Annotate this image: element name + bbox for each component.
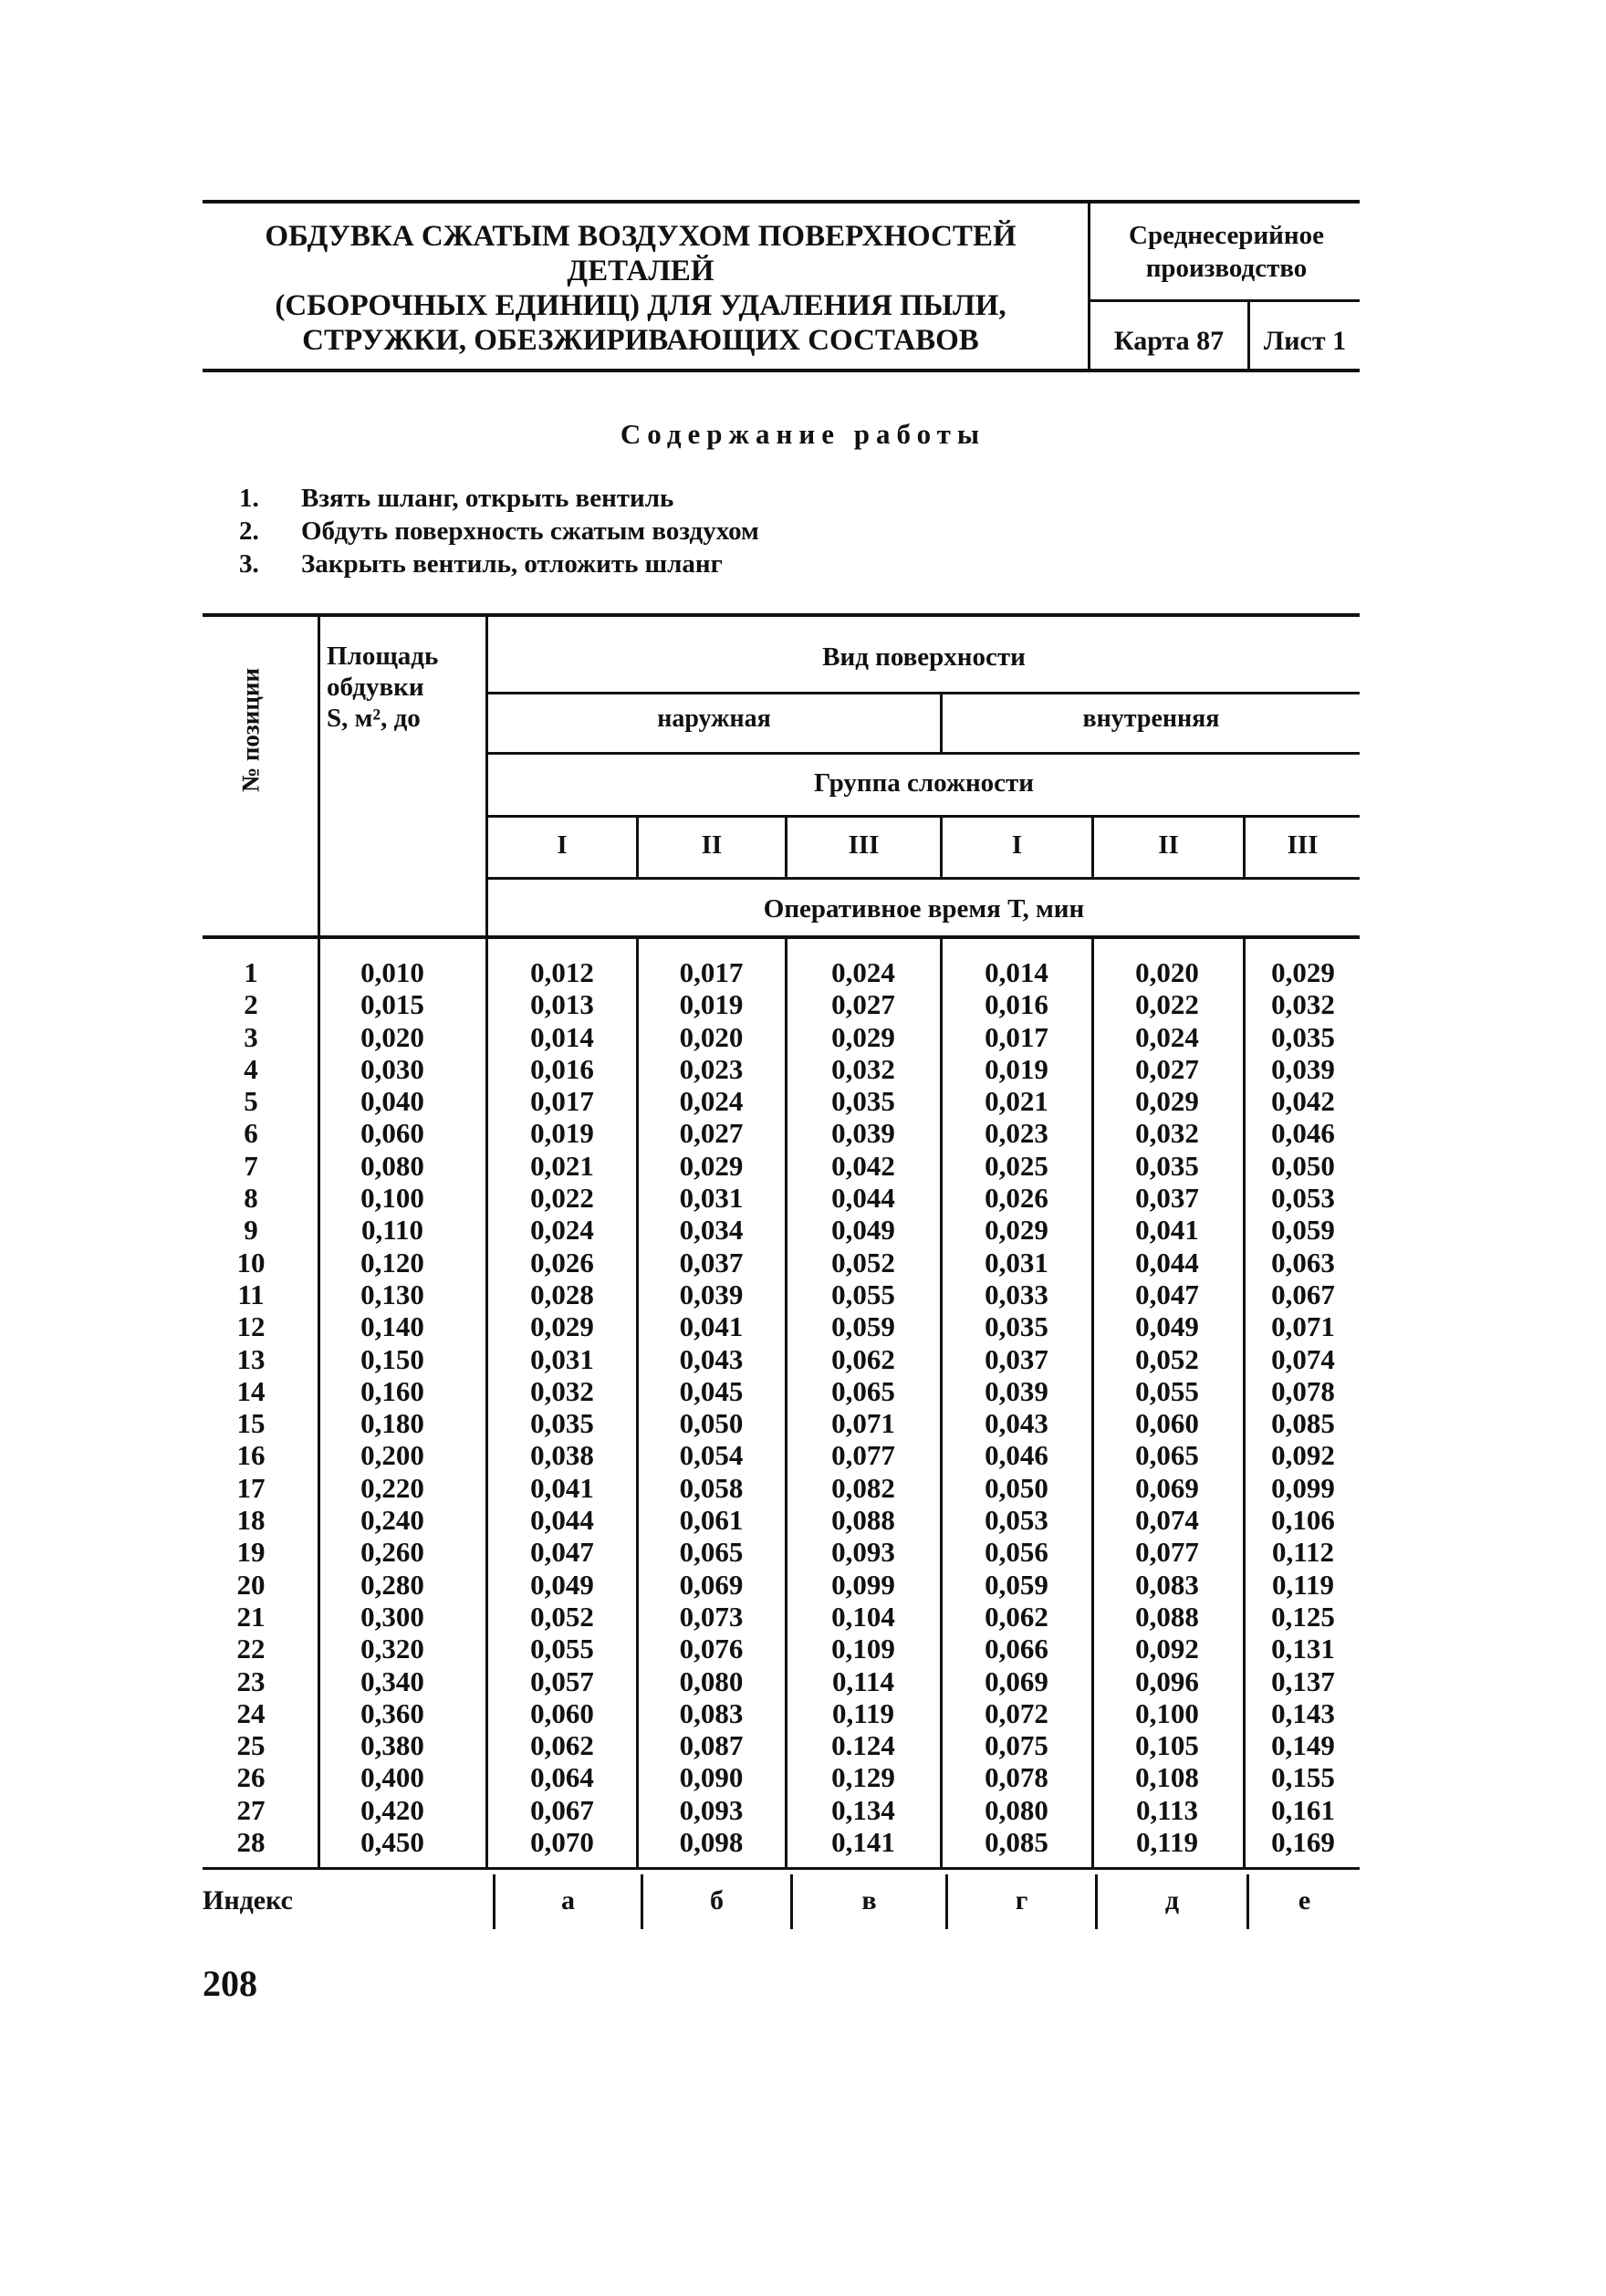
area-cell: 0,220 bbox=[360, 1471, 424, 1504]
time-cell: 0,085 bbox=[1271, 1407, 1335, 1440]
time-cell: 0,017 bbox=[530, 1085, 594, 1118]
position-cell: 7 bbox=[244, 1149, 258, 1182]
position-cell: 14 bbox=[236, 1374, 266, 1407]
time-cell: 0,041 bbox=[679, 1310, 744, 1343]
step-text: Обдуть поверхность сжатым воздухом bbox=[301, 517, 759, 546]
time-cell: 0,050 bbox=[985, 1471, 1048, 1504]
time-cell: 0,017 bbox=[985, 1020, 1048, 1053]
time-cell: 0,019 bbox=[530, 1117, 594, 1150]
time-cell: 0,044 bbox=[1135, 1246, 1199, 1278]
time-cell: 0,041 bbox=[530, 1471, 594, 1504]
area-cell: 0,080 bbox=[360, 1149, 424, 1182]
time-cell: 0,031 bbox=[530, 1342, 594, 1375]
area-cell: 0,180 bbox=[360, 1407, 424, 1440]
position-cell: 24 bbox=[236, 1696, 266, 1729]
time-cell: 0,058 bbox=[679, 1471, 744, 1504]
time-column-d bbox=[945, 956, 1088, 1858]
time-cell: 0,045 bbox=[679, 1374, 744, 1407]
time-cell: 0,071 bbox=[831, 1407, 895, 1440]
time-cell: 0,077 bbox=[831, 1439, 895, 1472]
time-cell: 0,141 bbox=[831, 1826, 895, 1859]
time-cell: 0,047 bbox=[530, 1536, 594, 1569]
area-cell: 0,360 bbox=[360, 1696, 424, 1729]
time-cell: 0,078 bbox=[985, 1761, 1048, 1794]
time-cell: 0,112 bbox=[1271, 1536, 1335, 1569]
time-cell: 0,035 bbox=[530, 1407, 594, 1440]
time-cell: 0,026 bbox=[530, 1246, 594, 1278]
time-cell: 0,049 bbox=[530, 1568, 594, 1601]
time-cell: 0,014 bbox=[530, 1020, 594, 1053]
time-cell: 0,053 bbox=[1271, 1182, 1335, 1215]
position-cell: 22 bbox=[236, 1633, 266, 1665]
time-cell: 0,065 bbox=[679, 1536, 744, 1569]
time-cell: 0,035 bbox=[831, 1085, 895, 1118]
time-cell: 0,076 bbox=[679, 1633, 744, 1665]
time-cell: 0,119 bbox=[831, 1696, 895, 1729]
step-text: Закрыть вентиль, отложить шланг bbox=[301, 549, 723, 579]
area-cell: 0,380 bbox=[360, 1729, 424, 1762]
time-cell: 0,069 bbox=[679, 1568, 744, 1601]
surface-rule bbox=[485, 692, 1360, 694]
time-cell: 0,100 bbox=[1135, 1696, 1199, 1729]
time-cell: 0,039 bbox=[679, 1278, 744, 1310]
time-cell: 0,032 bbox=[530, 1374, 594, 1407]
area-cell: 0,020 bbox=[360, 1020, 424, 1053]
card-number: Карта 87 bbox=[1113, 326, 1225, 356]
position-cell: 18 bbox=[236, 1504, 266, 1537]
time-cell: 0,055 bbox=[831, 1278, 895, 1310]
position-cell: 17 bbox=[236, 1471, 266, 1504]
group-inner-3: III bbox=[1287, 830, 1319, 860]
area-cell: 0,120 bbox=[360, 1246, 424, 1278]
time-cell: 0,037 bbox=[985, 1342, 1048, 1375]
time-cell: 0,099 bbox=[831, 1568, 895, 1601]
area-cell: 0,140 bbox=[360, 1310, 424, 1343]
step-number: 3. bbox=[239, 549, 259, 579]
time-cell: 0,022 bbox=[530, 1182, 594, 1215]
area-cell: 0,010 bbox=[360, 956, 424, 988]
time-cell: 0,052 bbox=[1135, 1342, 1199, 1375]
time-cell: 0,063 bbox=[1271, 1246, 1335, 1278]
time-cell: 0,169 bbox=[1271, 1826, 1335, 1859]
group-outer-2: II bbox=[701, 830, 723, 860]
title-line: ОБДУВКА СЖАТЫМ ВОЗДУХОМ ПОВЕРХНОСТЕЙ ДЕТАЛЕЙ bbox=[265, 220, 1017, 287]
area-cell: 0,040 bbox=[360, 1085, 424, 1118]
time-cell: 0,024 bbox=[831, 956, 895, 988]
col-rule-pos bbox=[318, 615, 320, 1869]
time-cell: 0,119 bbox=[1271, 1568, 1335, 1601]
step-number: 1. bbox=[239, 484, 259, 513]
card-top-rule bbox=[1089, 299, 1360, 302]
col-rule-1b bbox=[636, 937, 639, 1869]
title-line: СТРУЖКИ, ОБЕЗЖИРИВАЮЩИХ СОСТАВОВ bbox=[302, 324, 979, 357]
time-cell: 0,049 bbox=[1135, 1310, 1199, 1343]
time-cell: 0,052 bbox=[831, 1246, 895, 1278]
time-cell: 0,023 bbox=[679, 1052, 744, 1085]
position-cell: 4 bbox=[244, 1052, 258, 1085]
time-cell: 0,061 bbox=[679, 1504, 744, 1537]
time-cell: 0,024 bbox=[530, 1214, 594, 1247]
time-cell: 0,067 bbox=[1271, 1278, 1335, 1310]
time-cell: 0,057 bbox=[530, 1665, 594, 1697]
time-cell: 0,039 bbox=[1271, 1052, 1335, 1085]
index-c: в bbox=[861, 1885, 877, 1915]
time-cell: 0,039 bbox=[985, 1374, 1048, 1407]
work-step bbox=[239, 515, 759, 548]
work-step bbox=[239, 482, 759, 515]
area-cell: 0,200 bbox=[360, 1439, 424, 1472]
inner-surface-header: внутренняя bbox=[1082, 704, 1220, 733]
group-outer-1: I bbox=[557, 830, 568, 860]
time-cell: 0,119 bbox=[1135, 1826, 1199, 1859]
operative-time-header: Оперативное время Т, мин bbox=[763, 894, 1085, 924]
time-cell: 0,073 bbox=[679, 1600, 744, 1633]
work-step bbox=[239, 548, 759, 580]
area-cell: 0,260 bbox=[360, 1536, 424, 1569]
time-column-b bbox=[641, 956, 782, 1858]
position-header bbox=[228, 639, 274, 821]
time-cell: 0,055 bbox=[1135, 1374, 1199, 1407]
time-cell: 0,083 bbox=[1135, 1568, 1199, 1601]
position-cell: 8 bbox=[244, 1182, 258, 1215]
time-cell: 0,046 bbox=[985, 1439, 1048, 1472]
time-cell: 0,027 bbox=[679, 1117, 744, 1150]
time-cell: 0,062 bbox=[831, 1342, 895, 1375]
surface-header: Вид поверхности bbox=[822, 642, 1026, 672]
time-cell: 0,149 bbox=[1271, 1729, 1335, 1762]
time-cell: 0,019 bbox=[679, 988, 744, 1021]
time-cell: 0,134 bbox=[831, 1793, 895, 1826]
time-cell: 0,056 bbox=[985, 1536, 1048, 1569]
col-rule-area bbox=[485, 615, 488, 1869]
position-cell: 20 bbox=[236, 1568, 266, 1601]
time-cell: 0,033 bbox=[985, 1278, 1048, 1310]
time-cell: 0,013 bbox=[530, 988, 594, 1021]
time-cell: 0,125 bbox=[1271, 1600, 1335, 1633]
position-cell: 26 bbox=[236, 1761, 266, 1794]
time-column-a bbox=[493, 956, 631, 1858]
time-cell: 0,075 bbox=[985, 1729, 1048, 1762]
time-cell: 0,034 bbox=[679, 1214, 744, 1247]
time-cell: 0,098 bbox=[679, 1826, 744, 1859]
time-cell: 0,031 bbox=[985, 1246, 1048, 1278]
time-cell: 0,161 bbox=[1271, 1793, 1335, 1826]
work-steps-list bbox=[239, 482, 759, 580]
time-cell: 0,029 bbox=[1135, 1085, 1199, 1118]
time-cell: 0,093 bbox=[831, 1536, 895, 1569]
document-title bbox=[203, 219, 1079, 358]
time-cell: 0,088 bbox=[831, 1504, 895, 1537]
time-cell: 0,035 bbox=[1135, 1149, 1199, 1182]
positions-column bbox=[219, 956, 283, 1858]
time-cell: 0,096 bbox=[1135, 1665, 1199, 1697]
time-cell: 0,062 bbox=[985, 1600, 1048, 1633]
time-cell: 0,032 bbox=[1135, 1117, 1199, 1150]
time-cell: 0,032 bbox=[1271, 988, 1335, 1021]
time-cell: 0,155 bbox=[1271, 1761, 1335, 1794]
time-column-e bbox=[1095, 956, 1239, 1858]
time-cell: 0,074 bbox=[1135, 1504, 1199, 1537]
area-cell: 0,160 bbox=[360, 1374, 424, 1407]
time-cell: 0,024 bbox=[1135, 1020, 1199, 1053]
position-cell: 15 bbox=[236, 1407, 266, 1440]
time-cell: 0,054 bbox=[679, 1439, 744, 1472]
time-cell: 0,092 bbox=[1135, 1633, 1199, 1665]
position-cell: 3 bbox=[244, 1020, 258, 1053]
top-rule bbox=[203, 200, 1360, 204]
time-cell: 0,067 bbox=[530, 1793, 594, 1826]
time-cell: 0,014 bbox=[985, 956, 1048, 988]
position-cell: 9 bbox=[244, 1214, 258, 1247]
time-cell: 0,066 bbox=[985, 1633, 1048, 1665]
time-cell: 0,083 bbox=[679, 1696, 744, 1729]
index-label: Индекс bbox=[203, 1885, 293, 1915]
position-cell: 2 bbox=[244, 988, 258, 1021]
time-cell: 0,088 bbox=[1135, 1600, 1199, 1633]
time-cell: 0,046 bbox=[1271, 1117, 1335, 1150]
time-cell: 0,041 bbox=[1135, 1214, 1199, 1247]
time-cell: 0,037 bbox=[1135, 1182, 1199, 1215]
area-header-line: обдувки bbox=[327, 673, 424, 702]
time-cell: 0,104 bbox=[831, 1600, 895, 1633]
time-cell: 0,016 bbox=[530, 1052, 594, 1085]
time-cell: 0,099 bbox=[1271, 1471, 1335, 1504]
index-e: д bbox=[1164, 1885, 1180, 1915]
time-cell: 0,031 bbox=[679, 1182, 744, 1215]
time-cell: 0,020 bbox=[679, 1020, 744, 1053]
time-cell: 0,093 bbox=[679, 1793, 744, 1826]
index-d: г bbox=[1015, 1885, 1028, 1915]
time-cell: 0.124 bbox=[831, 1729, 895, 1762]
time-cell: 0,044 bbox=[530, 1504, 594, 1537]
page-number: 208 bbox=[203, 1963, 257, 2004]
time-cell: 0,077 bbox=[1135, 1536, 1199, 1569]
time-cell: 0,074 bbox=[1271, 1342, 1335, 1375]
time-cell: 0,129 bbox=[831, 1761, 895, 1794]
time-cell: 0,082 bbox=[831, 1471, 895, 1504]
time-cell: 0,021 bbox=[530, 1149, 594, 1182]
position-cell: 1 bbox=[244, 956, 258, 988]
time-cell: 0,065 bbox=[1135, 1439, 1199, 1472]
time-cell: 0,052 bbox=[530, 1600, 594, 1633]
time-cell: 0,114 bbox=[831, 1665, 895, 1697]
time-cell: 0,043 bbox=[985, 1407, 1048, 1440]
col-rule-4b bbox=[1091, 937, 1094, 1869]
area-header-line: Площадь bbox=[327, 642, 439, 671]
time-cell: 0,064 bbox=[530, 1761, 594, 1794]
time-cell: 0,060 bbox=[530, 1696, 594, 1729]
area-cell: 0,240 bbox=[360, 1504, 424, 1537]
time-cell: 0,016 bbox=[985, 988, 1048, 1021]
time-cell: 0,087 bbox=[679, 1729, 744, 1762]
title-line: (СБОРОЧНЫХ ЕДИНИЦ) ДЛЯ УДАЛЕНИЯ ПЫЛИ, bbox=[275, 289, 1006, 322]
work-content-heading: Содержание работы bbox=[620, 418, 986, 450]
area-cell: 0,300 bbox=[360, 1600, 424, 1633]
time-cell: 0,055 bbox=[530, 1633, 594, 1665]
sheet-number: Лист 1 bbox=[1263, 326, 1347, 356]
time-cell: 0,105 bbox=[1135, 1729, 1199, 1762]
time-cell: 0,027 bbox=[1135, 1052, 1199, 1085]
time-cell: 0,021 bbox=[985, 1085, 1048, 1118]
step-text: Взять шланг, открыть вентиль bbox=[301, 484, 674, 513]
complexity-group-header: Группа сложности bbox=[813, 768, 1035, 798]
time-cell: 0,078 bbox=[1271, 1374, 1335, 1407]
area-cell: 0,110 bbox=[360, 1214, 424, 1247]
time-cell: 0,137 bbox=[1271, 1665, 1335, 1697]
time-cell: 0,042 bbox=[1271, 1085, 1335, 1118]
time-cell: 0,024 bbox=[679, 1085, 744, 1118]
time-cell: 0,108 bbox=[1135, 1761, 1199, 1794]
area-header-line: S, м², до bbox=[327, 704, 421, 733]
area-header bbox=[327, 641, 482, 734]
time-cell: 0,029 bbox=[530, 1310, 594, 1343]
index-a: а bbox=[561, 1885, 575, 1915]
table-top-rule bbox=[203, 613, 1360, 617]
roman-rule bbox=[485, 877, 1360, 880]
table-body-bottom-rule bbox=[203, 1867, 1360, 1870]
time-cell: 0,022 bbox=[1135, 988, 1199, 1021]
time-cell: 0,106 bbox=[1271, 1504, 1335, 1537]
position-cell: 10 bbox=[236, 1246, 266, 1278]
time-cell: 0,039 bbox=[831, 1117, 895, 1150]
col-rule-5b bbox=[1243, 937, 1246, 1869]
time-cell: 0,044 bbox=[831, 1182, 895, 1215]
time-cell: 0,035 bbox=[1271, 1020, 1335, 1053]
time-cell: 0,085 bbox=[985, 1826, 1048, 1859]
time-cell: 0,019 bbox=[985, 1052, 1048, 1085]
time-cell: 0,029 bbox=[1271, 956, 1335, 988]
time-cell: 0,065 bbox=[831, 1374, 895, 1407]
time-cell: 0,042 bbox=[831, 1149, 895, 1182]
time-cell: 0,017 bbox=[679, 956, 744, 988]
time-cell: 0,020 bbox=[1135, 956, 1199, 988]
kind-rule bbox=[485, 752, 1360, 755]
group-inner-2: II bbox=[1158, 830, 1179, 860]
position-cell: 19 bbox=[236, 1536, 266, 1569]
time-cell: 0,059 bbox=[831, 1310, 895, 1343]
position-cell: 6 bbox=[244, 1117, 258, 1150]
time-cell: 0,050 bbox=[1271, 1149, 1335, 1182]
group-inner-1: I bbox=[1011, 830, 1023, 860]
production-line: производство bbox=[1145, 254, 1308, 283]
time-cell: 0,049 bbox=[831, 1214, 895, 1247]
time-cell: 0,059 bbox=[1271, 1214, 1335, 1247]
time-cell: 0,092 bbox=[1271, 1439, 1335, 1472]
col-rule-2b bbox=[785, 937, 787, 1869]
area-cell: 0,030 bbox=[360, 1052, 424, 1085]
time-cell: 0,109 bbox=[831, 1633, 895, 1665]
area-cell: 0,130 bbox=[360, 1278, 424, 1310]
time-cell: 0,143 bbox=[1271, 1696, 1335, 1729]
time-cell: 0,047 bbox=[1135, 1278, 1199, 1310]
area-cell: 0,100 bbox=[360, 1182, 424, 1215]
area-cell: 0,420 bbox=[360, 1793, 424, 1826]
step-number: 2. bbox=[239, 517, 259, 546]
outer-surface-header: наружная bbox=[657, 704, 771, 733]
time-cell: 0,069 bbox=[1135, 1471, 1199, 1504]
time-cell: 0,029 bbox=[831, 1020, 895, 1053]
time-column-f bbox=[1246, 956, 1360, 1858]
position-cell: 16 bbox=[236, 1439, 266, 1472]
time-cell: 0,059 bbox=[985, 1568, 1048, 1601]
position-cell: 23 bbox=[236, 1665, 266, 1697]
time-column-c bbox=[790, 956, 936, 1858]
area-column bbox=[324, 956, 461, 1858]
time-cell: 0,060 bbox=[1135, 1407, 1199, 1440]
area-cell: 0,450 bbox=[360, 1826, 424, 1859]
position-cell: 25 bbox=[236, 1729, 266, 1762]
area-cell: 0,150 bbox=[360, 1342, 424, 1375]
index-b: б bbox=[710, 1885, 724, 1915]
position-header-label: № позиции bbox=[236, 667, 265, 793]
time-cell: 0,012 bbox=[530, 956, 594, 988]
header-bottom-rule bbox=[203, 369, 1360, 372]
time-cell: 0,113 bbox=[1135, 1793, 1199, 1826]
time-cell: 0,072 bbox=[985, 1696, 1048, 1729]
position-cell: 21 bbox=[236, 1600, 266, 1633]
time-cell: 0,026 bbox=[985, 1182, 1048, 1215]
table-header-bottom-rule bbox=[203, 935, 1360, 939]
time-cell: 0,069 bbox=[985, 1665, 1048, 1697]
time-cell: 0,131 bbox=[1271, 1633, 1335, 1665]
time-cell: 0,023 bbox=[985, 1117, 1048, 1150]
time-cell: 0,090 bbox=[679, 1761, 744, 1794]
time-cell: 0,025 bbox=[985, 1149, 1048, 1182]
area-cell: 0,015 bbox=[360, 988, 424, 1021]
time-cell: 0,038 bbox=[530, 1439, 594, 1472]
time-cell: 0,035 bbox=[985, 1310, 1048, 1343]
time-cell: 0,029 bbox=[679, 1149, 744, 1182]
production-line: Среднесерийное bbox=[1129, 221, 1324, 250]
time-cell: 0,032 bbox=[831, 1052, 895, 1085]
time-cell: 0,050 bbox=[679, 1407, 744, 1440]
time-cell: 0,062 bbox=[530, 1729, 594, 1762]
time-cell: 0,029 bbox=[985, 1214, 1048, 1247]
col-rule-3b bbox=[940, 937, 943, 1869]
position-cell: 27 bbox=[236, 1793, 266, 1826]
time-cell: 0,053 bbox=[985, 1504, 1048, 1537]
time-cell: 0,043 bbox=[679, 1342, 744, 1375]
group-outer-3: III bbox=[848, 830, 880, 860]
area-cell: 0,280 bbox=[360, 1568, 424, 1601]
time-cell: 0,070 bbox=[530, 1826, 594, 1859]
area-cell: 0,400 bbox=[360, 1761, 424, 1794]
time-cell: 0,080 bbox=[985, 1793, 1048, 1826]
index-f: е bbox=[1298, 1885, 1311, 1915]
position-cell: 13 bbox=[236, 1342, 266, 1375]
position-cell: 11 bbox=[237, 1278, 265, 1310]
time-cell: 0,027 bbox=[831, 988, 895, 1021]
time-cell: 0,080 bbox=[679, 1665, 744, 1697]
area-cell: 0,320 bbox=[360, 1633, 424, 1665]
area-cell: 0,340 bbox=[360, 1665, 424, 1697]
time-cell: 0,037 bbox=[679, 1246, 744, 1278]
time-cell: 0,028 bbox=[530, 1278, 594, 1310]
area-cell: 0,060 bbox=[360, 1117, 424, 1150]
position-cell: 5 bbox=[244, 1085, 258, 1118]
group-rule bbox=[485, 815, 1360, 818]
position-cell: 12 bbox=[236, 1310, 266, 1343]
production-type bbox=[1095, 219, 1358, 285]
position-cell: 28 bbox=[236, 1826, 266, 1859]
time-cell: 0,071 bbox=[1271, 1310, 1335, 1343]
